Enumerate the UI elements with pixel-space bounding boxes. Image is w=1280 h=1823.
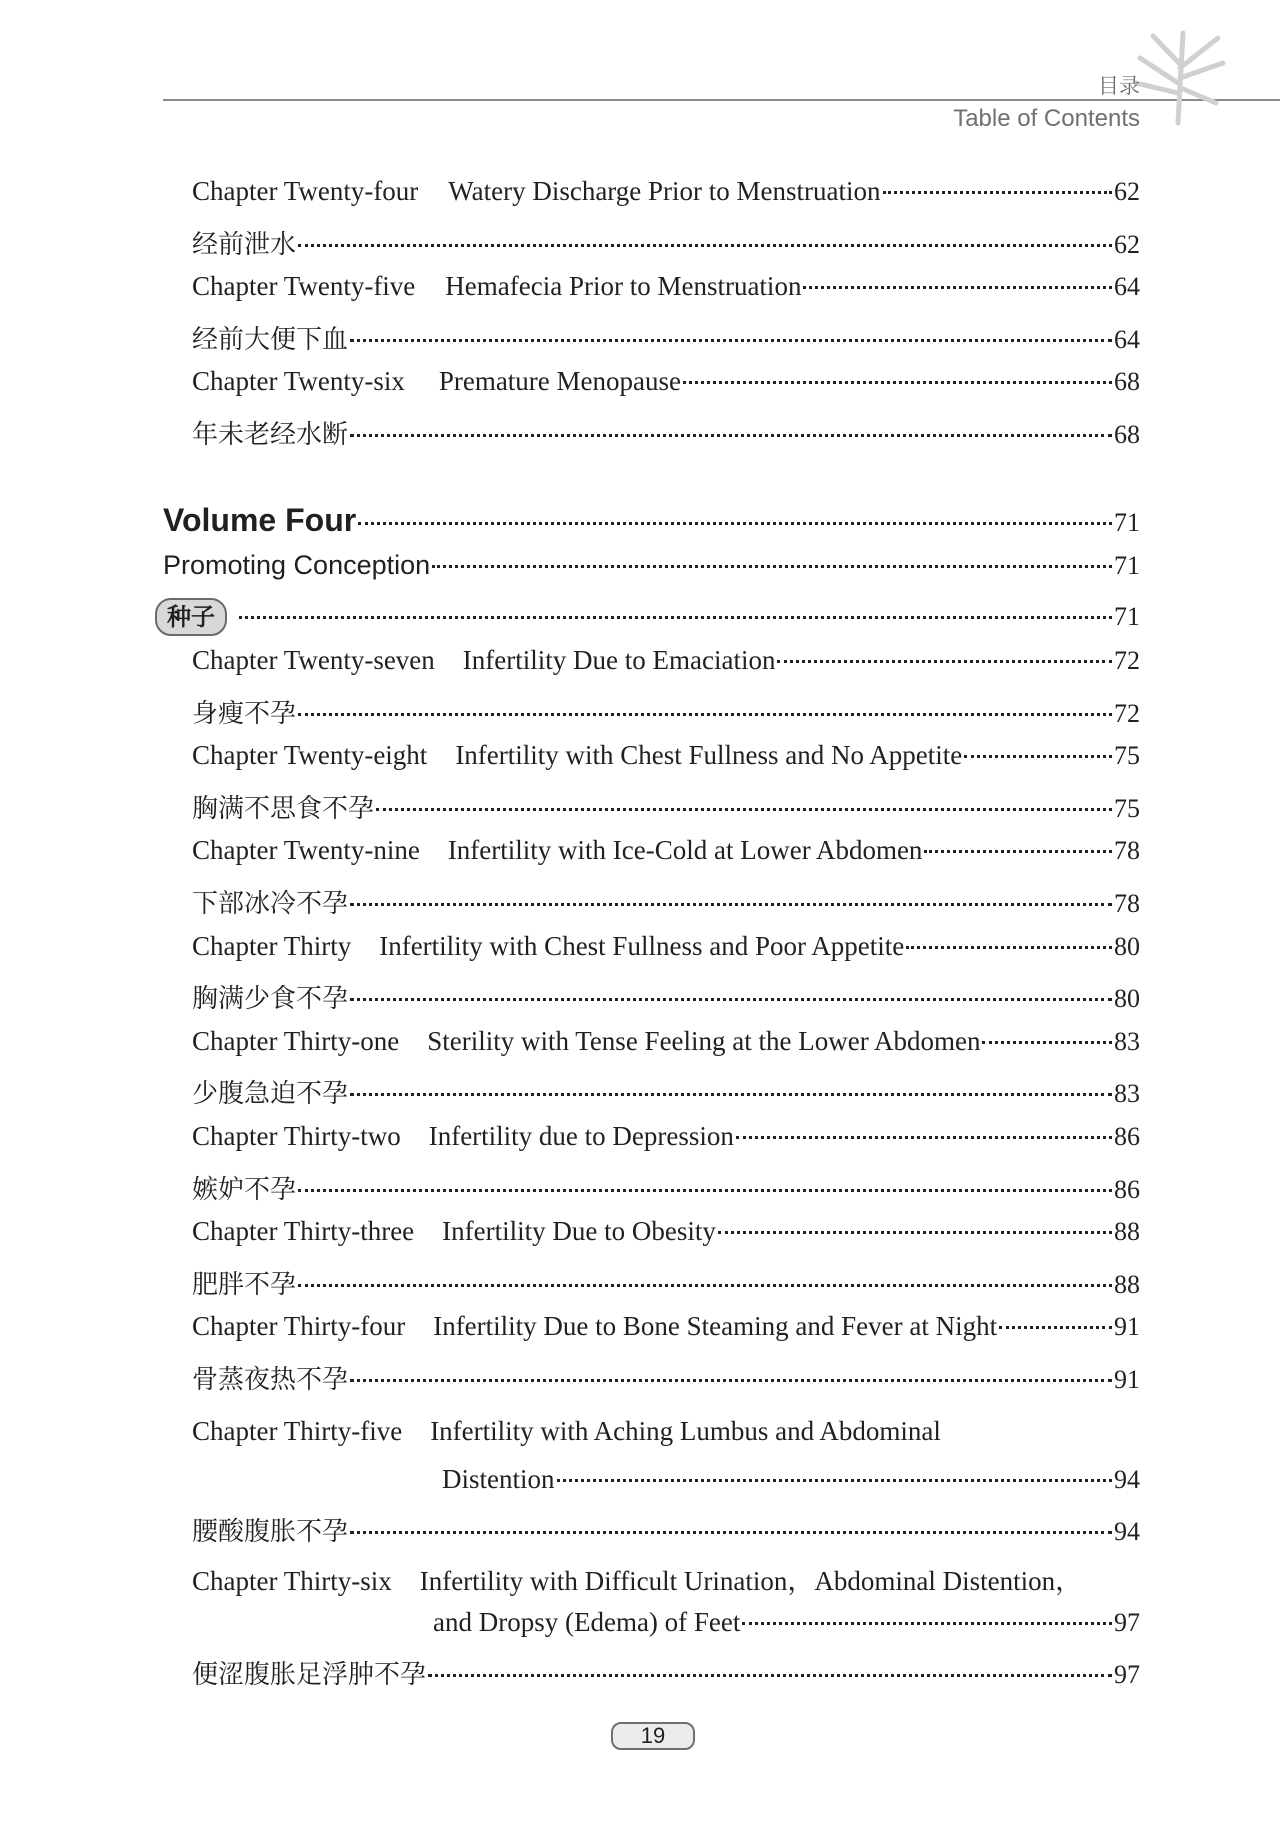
chapter-title: Infertility Due to Obesity bbox=[442, 1216, 716, 1246]
dot-leader bbox=[428, 1673, 1112, 1677]
toc-entry[interactable] bbox=[192, 931, 1140, 971]
chapter-title-line1: Infertility with Difficult Urination，Abdominal Distention， bbox=[419, 1566, 1083, 1596]
dot-leader bbox=[777, 659, 1112, 663]
toc-entry[interactable] bbox=[192, 1216, 1140, 1256]
toc-entry-cn[interactable] bbox=[192, 1511, 1140, 1551]
toc-entry-cn[interactable] bbox=[192, 1359, 1140, 1399]
dot-leader bbox=[298, 243, 1112, 247]
chapter-number: Chapter Thirty-six bbox=[192, 1566, 392, 1596]
toc-entry[interactable] bbox=[192, 835, 1140, 875]
toc-entry[interactable] bbox=[192, 176, 1140, 216]
toc-entry-cn[interactable] bbox=[192, 883, 1140, 923]
page-number: 19 bbox=[611, 1722, 695, 1750]
dot-leader bbox=[924, 849, 1112, 853]
page-ref: 97 bbox=[1114, 1608, 1140, 1637]
chapter-number: Chapter Thirty-two bbox=[192, 1121, 401, 1151]
dot-leader bbox=[964, 754, 1112, 758]
page-ref: 71 bbox=[1114, 602, 1140, 631]
dot-leader bbox=[350, 902, 1112, 906]
toc-entry[interactable] bbox=[192, 1559, 1140, 1599]
toc-entry[interactable] bbox=[192, 271, 1140, 311]
dot-leader bbox=[298, 1188, 1112, 1192]
toc-entry[interactable] bbox=[192, 366, 1140, 406]
toc-entry[interactable] bbox=[192, 740, 1140, 780]
section-badge-cn: 种子 bbox=[155, 598, 227, 636]
chapter-number: Chapter Thirty-four bbox=[192, 1311, 406, 1341]
volume-title: Volume Four bbox=[163, 502, 357, 538]
dot-leader bbox=[883, 190, 1112, 194]
toc-entry-cn[interactable] bbox=[192, 978, 1140, 1018]
toc-volume[interactable] bbox=[163, 502, 1140, 542]
page-ref: 62 bbox=[1114, 230, 1140, 259]
chapter-title: Infertility with Chest Fullness and No Appetite bbox=[455, 740, 963, 770]
section-title: Promoting Conception bbox=[163, 550, 431, 580]
toc-entry-cn[interactable] bbox=[192, 1073, 1140, 1113]
toc-entry[interactable] bbox=[192, 1416, 1140, 1456]
page-ref: 88 bbox=[1114, 1217, 1140, 1246]
dot-leader bbox=[298, 712, 1112, 716]
page-ref: 86 bbox=[1114, 1175, 1140, 1204]
chapter-number: Chapter Twenty-nine bbox=[192, 835, 420, 865]
chapter-number: Chapter Twenty-four bbox=[192, 176, 419, 206]
dot-leader bbox=[683, 380, 1112, 384]
dot-leader bbox=[736, 1135, 1112, 1139]
toc-entry[interactable] bbox=[192, 1121, 1140, 1161]
page-ref: 91 bbox=[1114, 1312, 1140, 1341]
chapter-title-cn: 肥胖不孕 bbox=[192, 1270, 297, 1300]
page-ref: 88 bbox=[1114, 1270, 1140, 1299]
page-ref: 75 bbox=[1114, 741, 1140, 770]
chapter-title: Hemafecia Prior to Menstruation bbox=[445, 271, 802, 301]
chapter-title-cn: 身瘦不孕 bbox=[192, 699, 297, 729]
dot-leader bbox=[350, 997, 1112, 1001]
chapter-title-cn: 经前泄水 bbox=[192, 230, 297, 260]
page-ref: 86 bbox=[1114, 1122, 1140, 1151]
page-ref: 62 bbox=[1114, 177, 1140, 206]
chapter-title-cn: 腰酸腹胀不孕 bbox=[192, 1517, 349, 1547]
page-ref: 80 bbox=[1114, 932, 1140, 961]
page-ref: 83 bbox=[1114, 1079, 1140, 1108]
page-ref: 97 bbox=[1114, 1660, 1140, 1689]
dot-leader bbox=[906, 945, 1112, 949]
dot-leader bbox=[742, 1621, 1112, 1625]
chapter-title-cn: 嫉妒不孕 bbox=[192, 1175, 297, 1205]
toc-entry-cn[interactable] bbox=[192, 693, 1140, 733]
chapter-title: Watery Discharge Prior to Menstruation bbox=[448, 176, 881, 206]
toc-entry-continuation[interactable] bbox=[433, 1607, 1140, 1647]
chapter-number: Chapter Twenty-five bbox=[192, 271, 416, 301]
chapter-title-line2: and Dropsy (Edema) of Feet bbox=[433, 1607, 741, 1637]
toc-entry[interactable] bbox=[192, 645, 1140, 685]
chapter-title: Infertility Due to Emaciation bbox=[462, 645, 776, 675]
page-ref: 72 bbox=[1114, 646, 1140, 675]
toc-entry-cn[interactable] bbox=[192, 788, 1140, 828]
dot-leader bbox=[350, 1092, 1112, 1096]
chapter-title-cn: 骨蒸夜热不孕 bbox=[192, 1365, 349, 1395]
dot-leader bbox=[376, 807, 1112, 811]
dot-leader bbox=[239, 615, 1112, 619]
chapter-title-cn: 便涩腹胀足浮肿不孕 bbox=[192, 1660, 427, 1690]
dot-leader bbox=[718, 1230, 1112, 1234]
toc-entry-cn[interactable] bbox=[192, 224, 1140, 264]
page-ref: 72 bbox=[1114, 699, 1140, 728]
header-title-en: Table of Contents bbox=[953, 105, 1140, 132]
page-ref: 68 bbox=[1114, 420, 1140, 449]
chapter-title-line1: Infertility with Aching Lumbus and Abdominal bbox=[430, 1416, 941, 1446]
toc-entry-cn[interactable] bbox=[192, 319, 1140, 359]
chapter-number: Chapter Thirty bbox=[192, 931, 352, 961]
page-ref: 64 bbox=[1114, 272, 1140, 301]
chapter-title: Infertility with Ice-Cold at Lower Abdomen bbox=[447, 835, 923, 865]
chapter-title-cn: 胸满少食不孕 bbox=[192, 984, 349, 1014]
toc-entry-continuation[interactable] bbox=[442, 1464, 1140, 1504]
chapter-title-cn: 胸满不思食不孕 bbox=[192, 794, 375, 824]
toc-entry-cn[interactable] bbox=[192, 1264, 1140, 1304]
chapter-title: Infertility due to Depression bbox=[428, 1121, 734, 1151]
toc-entry-cn[interactable] bbox=[192, 414, 1140, 454]
page-ref: 75 bbox=[1114, 794, 1140, 823]
dot-leader bbox=[350, 1378, 1112, 1382]
dot-leader bbox=[350, 1530, 1112, 1534]
toc-section[interactable] bbox=[163, 550, 1140, 590]
chapter-title: Infertility Due to Bone Steaming and Fever at Night bbox=[433, 1311, 998, 1341]
chapter-title: Infertility with Chest Fullness and Poor Appetite bbox=[379, 931, 905, 961]
toc-section-cn[interactable] bbox=[155, 598, 1140, 638]
bamboo-leaf-icon bbox=[1128, 28, 1228, 128]
chapter-number: Chapter Thirty-five bbox=[192, 1416, 403, 1446]
toc-entry[interactable] bbox=[192, 1311, 1140, 1351]
dot-leader bbox=[803, 285, 1112, 289]
chapter-title-line2: Distention bbox=[442, 1464, 555, 1494]
page-ref: 78 bbox=[1114, 836, 1140, 865]
chapter-title-cn: 少腹急迫不孕 bbox=[192, 1079, 349, 1109]
chapter-number: Chapter Twenty-seven bbox=[192, 645, 435, 675]
page-ref: 71 bbox=[1114, 508, 1140, 537]
page-ref: 91 bbox=[1114, 1365, 1140, 1394]
dot-leader bbox=[358, 521, 1112, 525]
dot-leader bbox=[350, 433, 1112, 437]
chapter-title: Premature Menopause bbox=[438, 366, 681, 396]
page-ref: 94 bbox=[1114, 1465, 1140, 1494]
chapter-title: Sterility with Tense Feeling at the Lower Abdomen bbox=[427, 1026, 981, 1056]
page-ref: 80 bbox=[1114, 984, 1140, 1013]
toc-entry-cn[interactable] bbox=[192, 1169, 1140, 1209]
dot-leader bbox=[432, 564, 1112, 568]
dot-leader bbox=[350, 338, 1112, 342]
chapter-title-cn: 年未老经水断 bbox=[192, 420, 349, 450]
page-ref: 83 bbox=[1114, 1027, 1140, 1056]
header-title-cn: 目录 bbox=[1098, 74, 1140, 98]
page-ref: 78 bbox=[1114, 889, 1140, 918]
dot-leader bbox=[298, 1283, 1112, 1287]
chapter-number: Chapter Thirty-one bbox=[192, 1026, 400, 1056]
chapter-title-cn: 下部冰冷不孕 bbox=[192, 889, 349, 919]
chapter-number: Chapter Twenty-six bbox=[192, 366, 405, 396]
chapter-number: Chapter Twenty-eight bbox=[192, 740, 428, 770]
chapter-number: Chapter Thirty-three bbox=[192, 1216, 415, 1246]
page-ref: 94 bbox=[1114, 1517, 1140, 1546]
dot-leader bbox=[999, 1325, 1112, 1329]
chapter-title-cn: 经前大便下血 bbox=[192, 325, 349, 355]
toc-entry[interactable] bbox=[192, 1026, 1140, 1066]
dot-leader bbox=[557, 1478, 1113, 1482]
page-ref: 71 bbox=[1114, 551, 1140, 580]
toc-entry-cn[interactable] bbox=[192, 1654, 1140, 1694]
dot-leader bbox=[982, 1040, 1112, 1044]
page-ref: 68 bbox=[1114, 367, 1140, 396]
page-ref: 64 bbox=[1114, 325, 1140, 354]
